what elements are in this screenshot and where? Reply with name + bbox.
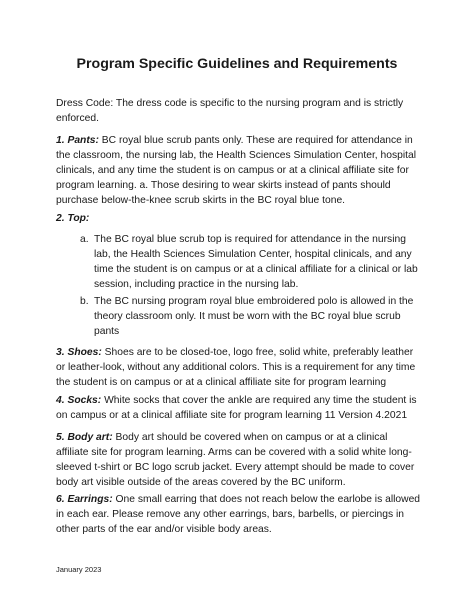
top-item-b-text: The BC nursing program royal blue embroidered polo is allowed in the theory classroom only. It must be worn with the BC royal blue scrub pants (94, 296, 414, 337)
dress-code-paragraph: Dress Code: The dress code is specific to the nursing program and is strictly enforced. (56, 98, 404, 124)
body-art-label: 5. Body art: (56, 432, 113, 443)
top-label: 2. Top: (56, 213, 90, 224)
socks-text: White socks that cover the ankle are required any time the student is on campus or at a clinical affiliate site for program learning 11 Version 4.2021 (56, 395, 417, 421)
top-item-b-marker: b. (80, 296, 89, 307)
earrings-paragraph (56, 492, 421, 537)
top-item-a-text: The BC royal blue scrub top is required for attendance in the nursing lab, the Health Sciences Simulation Center, hospital clinicals, and any time the student is on campus or at a clinical affiliate for a clinical or lab session, including practice in the nursing lab. (94, 234, 418, 290)
body-art-paragraph (56, 430, 421, 490)
top-item-b (80, 294, 420, 339)
footer-date: January 2023 (56, 565, 102, 574)
earrings-text: One small earring that does not reach below the earlobe is allowed in each ear. Please remove any other earrings, bars, barbells, or piercings in other parts of the ear and/or visible body areas. (56, 494, 421, 535)
socks-paragraph (56, 393, 421, 423)
shoes-paragraph (56, 345, 421, 390)
pants-label: 1. Pants: (56, 135, 99, 146)
shoes-label: 3. Shoes: (56, 347, 102, 358)
body-art-text: Body art should be covered when on campus or at a clinical affiliate site for program learning. Arms can be covered with a solid white long-sleeved t-shirt or BC logo scrub jacket. Every attempt should be made to cover body art visible outside of the areas covered by the BC uniform. (56, 432, 415, 488)
earrings-label: 6. Earrings: (56, 494, 113, 505)
pants-paragraph (56, 133, 421, 208)
top-heading (56, 211, 421, 226)
pants-text: BC royal blue scrub pants only. These are required for attendance in the classroom, the nursing lab, the Health Sciences Simulation Center, hospital clinicals, and any time the student is on campus or at a clinical affiliate site for program learning. a. Those desiring to wear skirts instead of pants should purchase below-the-knee scrub skirts in the BC royal blue tone. (56, 135, 417, 206)
page-title: Program Specific Guidelines and Requirements (76, 56, 398, 72)
socks-label: 4. Socks: (56, 395, 102, 406)
shoes-text: Shoes are to be closed-toe, logo free, solid white, preferably leather or leather-look, without any additional colors. This is a requirement for any time the student is on campus or at a clinical affiliate site for program learning (56, 347, 416, 388)
top-item-a (80, 232, 420, 292)
top-item-a-marker: a. (80, 234, 89, 245)
